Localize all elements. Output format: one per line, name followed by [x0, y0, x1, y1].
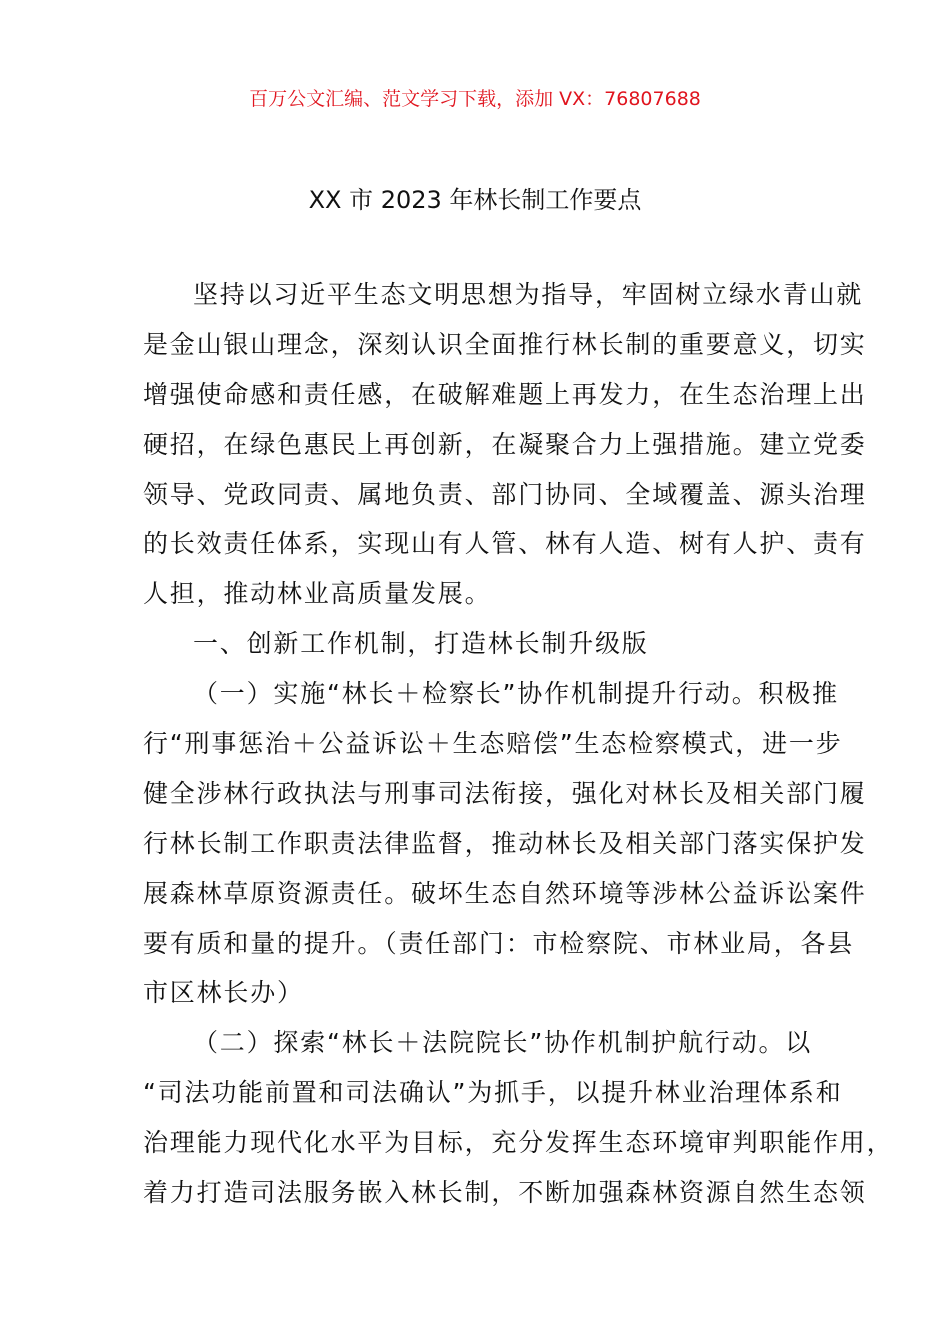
text-line: 治理能力现代化水平为目标，充分发挥生态环境审判职能作用， — [143, 1128, 894, 1158]
text-line: 行林长制工作职责法律监督，推动林长及相关部门落实保护发 — [143, 828, 867, 858]
text-line: 健全涉林行政执法与刑事司法衔接，强化对林长及相关部门履 — [143, 778, 867, 808]
text-line: 领导、党政同责、属地负责、部门协同、全域覆盖、源头治理 — [143, 479, 867, 509]
text-line: （一）实施“林长＋检察长”协作机制提升行动。积极推 — [193, 679, 839, 709]
text-line: 坚持以习近平生态文明思想为指导，牢固树立绿水青山就 — [193, 280, 864, 309]
text-line: （二）探索“林长＋法院院长”协作机制护航行动。以 — [193, 1028, 813, 1058]
text-line: 的长效责任体系，实现山有人管、林有人造、树有人护、责有 — [143, 529, 867, 559]
text-line: 着力打造司法服务嵌入林长制，不断加强森林资源自然生态领 — [143, 1178, 867, 1208]
text-line: 市区林长办） — [143, 978, 304, 1008]
text-line: 人担，推动林业高质量发展。 — [143, 579, 492, 609]
document-body — [143, 278, 894, 1226]
text-line: 要有质和量的提升。（责任部门：市检察院、市林业局，各县 — [143, 928, 855, 958]
text-line: 硬招，在绿色惠民上再创新，在凝聚合力上强措施。建立党委 — [143, 429, 867, 459]
watermark-header: 百万公文汇编、范文学习下载，添加 VX：76807688 — [249, 88, 701, 110]
text-line: “司法功能前置和司法确认”为抓手，以提升林业治理体系和 — [143, 1078, 843, 1108]
text-line: 增强使命感和责任感，在破解难题上再发力，在生态治理上出 — [143, 379, 867, 409]
text-line: 展森林草原资源责任。破坏生态自然环境等涉林公益诉讼案件 — [143, 878, 867, 908]
document-title: XX 市 2023 年林长制工作要点 — [308, 186, 642, 214]
text-line: 是金山银山理念，深刻认识全面推行林长制的重要意义，切实 — [143, 329, 867, 359]
text-line: 一、创新工作机制，打造林长制升级版 — [193, 629, 649, 659]
text-line: 行“刑事惩治＋公益诉讼＋生态赔偿”生态检察模式，进一步 — [143, 729, 843, 759]
